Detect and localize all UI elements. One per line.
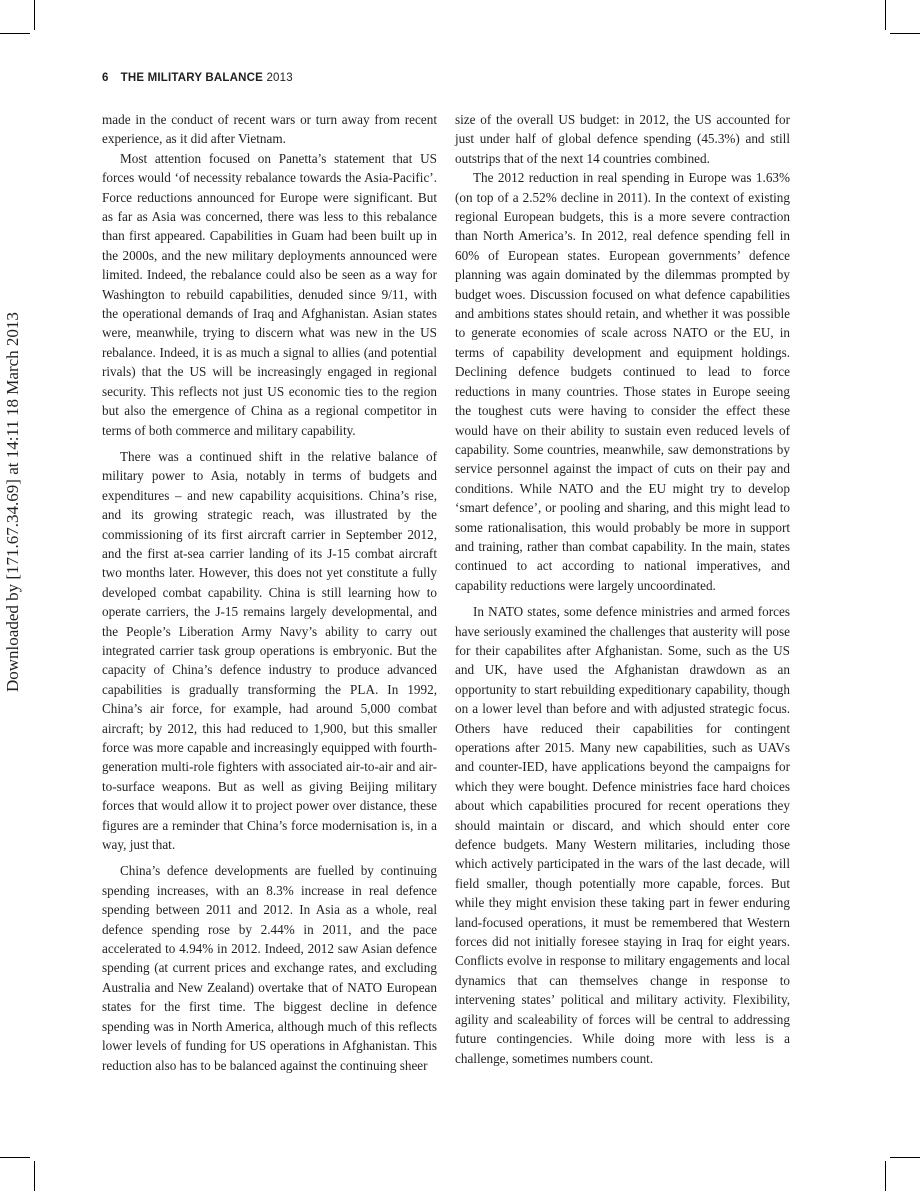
crop-mark (885, 1161, 886, 1191)
page-number: 6 (102, 72, 109, 84)
paragraph: In NATO states, some defence ministries and armed forces have seriously examined the challenges that austerity will pose for their capabilites after Afghanistan. Some, such as the US and UK, have used the Afghanistan drawdown as an opportunity to start rebuilding expeditionary capability, though on a lower level than before and with adjusted strategic focus. Others have reduced their capabilities for contingent operations after 2015. Many new capabilities, such as UAVs and counter-IED, have applications beyond the campaigns for which they were bought. Defence ministries face hard choices about which capabilities procured for recent operations they should maintain or discard, and which should enter core defence budgets. Many Western militaries, including those which actively participated in the wars of the last decade, will field smaller, though potentially more capable, forces. But while they might envision these taking part in fewer enduring land-focused operations, it must be remembered that Western forces did not initially foresee staying in Iraq for eight years. Conflicts evolve in response to military engagements and local dynamics that can themselves change in response to intervening states’ political and military activity. Flexibility, agility and scaleability of forces will be central to addressing future contingencies. While doing more with less is a challenge, sometimes numbers count. (455, 604, 790, 1066)
publication-title: THE MILITARY BALANCE (120, 72, 264, 84)
paragraph: Most attention focused on Panetta’s statement that US forces would ‘of necessity rebalance towards the Asia-Pacific’. Force reductions announced for Europe were significant. But as far as Asia was concerned, there was less to this rebalance than first appeared. Capabilities in Guam had been built up in the 2000s, and the new military deployments announced were limited. Indeed, the rebalance could also be seen as a way for Washington to rebuild capabilities, denuded since 9/11, with the operational demands of Iraq and Afghanistan. Asian states were, meanwhile, trying to discern what was new in the US rebalance. Indeed, it is as much a signal to allies (and potential rivals) that the US will be increasingly engaged in regional security. This reflects not just US economic ties to the region but also the emergence of China as a regional competitor in terms of both commerce and military capability. (102, 150, 437, 438)
paragraph: There was a continued shift in the relative balance of military power to Asia, notably in terms of budgets and expenditures – and new capability acquisitions. China’s rise, and its growing strategic reach, was illustrated by the commissioning of its first aircraft carrier in September 2012, and the first at-sea carrier landing of its J-15 combat aircraft two months later. However, this does not yet constitute a fully developed combat capability. China is still learning how to operate carriers, the J-15 remains largely developmental, and the People’s Liberation Army Navy’s ability to carry out integrated carrier task group operations is embryonic. But the capacity of China’s defence industry to produce advanced capabilities is gradually transforming the PLA. In 1992, China’s air force, for example, had around 5,000 combat aircraft; by 2012, this had reduced to 1,900, but this smaller force was more capable and increasingly equipped with fourth-generation multi-role fighters with associated air-to-air and air-to-surface weapons. But as well as giving Beijing military forces that would allow it to project power over distance, these figures are a reminder that China’s force modernisation is, in a way, just that. (102, 448, 437, 853)
left-column (102, 110, 437, 1075)
crop-mark (0, 33, 30, 34)
crop-mark (34, 1161, 35, 1191)
crop-mark (34, 0, 35, 30)
crop-mark (885, 0, 886, 30)
paragraph: The 2012 reduction in real spending in Europe was 1.63% (on top of a 2.52% decline in 2011). In the context of existing regional European budgets, this is a more severe contraction than North America’s. In 2012, real defence spending fell in 60% of European states. European governments’ defence planning was again dominated by the dilemmas prompted by budget woes. Discussion focused on what defence capabilities and ambitions states should retain, and whether it was possible to generate economies of scale across NATO or the EU, in terms of capability development and equipment holdings. Declining defence budgets continued to lead to force reductions in many countries. Those states in Europe seeing the toughest cuts were having to consider the effect these would have on their ability to sustain even reduced levels of capability. Some countries, meanwhile, saw demonstrations by service personnel against the impact of cuts on their pay and conditions. While NATO and the EU might try to develop ‘smart defence’, or pooling and sharing, and this might lead to some rationalisation, this would probably be more in support and training, rather than combat capability. In the main, states continued to act according to national imperatives, and capability reductions were largely uncoordinated. (455, 170, 790, 593)
paragraph: China’s defence developments are fuelled by continuing spending increases, with an 8.3% increase in real defence spending between 2011 and 2012. In Asia as a whole, real defence spending rose by 2.44% in 2011, and the pace accelerated to 4.94% in 2012. Indeed, 2012 saw Asian defence spending (at current prices and exchange rates, and excluding Australia and New Zealand) overtake that of NATO European states for the first time. The biggest decline in defence spending was in North America, although much of this reflects lower levels of funding for US operations in Afghanistan. This reduction also has to be balanced against the continuing sheer (102, 863, 437, 1073)
crop-mark (0, 1157, 30, 1158)
paragraph: made in the conduct of recent wars or turn away from recent experience, as it did after Vietnam. (102, 112, 437, 147)
right-column (455, 110, 790, 1068)
crop-mark (890, 1157, 920, 1158)
download-stamp: Downloaded by [171.67.34.69] at 14:11 18 March 2013 (3, 312, 22, 692)
publication-year: 2013 (266, 72, 293, 84)
paragraph: size of the overall US budget: in 2012, the US accounted for just under half of global defence spending (45.3%) and still outstrips that of the next 14 countries combined. (455, 112, 790, 166)
running-head (102, 72, 293, 84)
crop-mark (890, 33, 920, 34)
